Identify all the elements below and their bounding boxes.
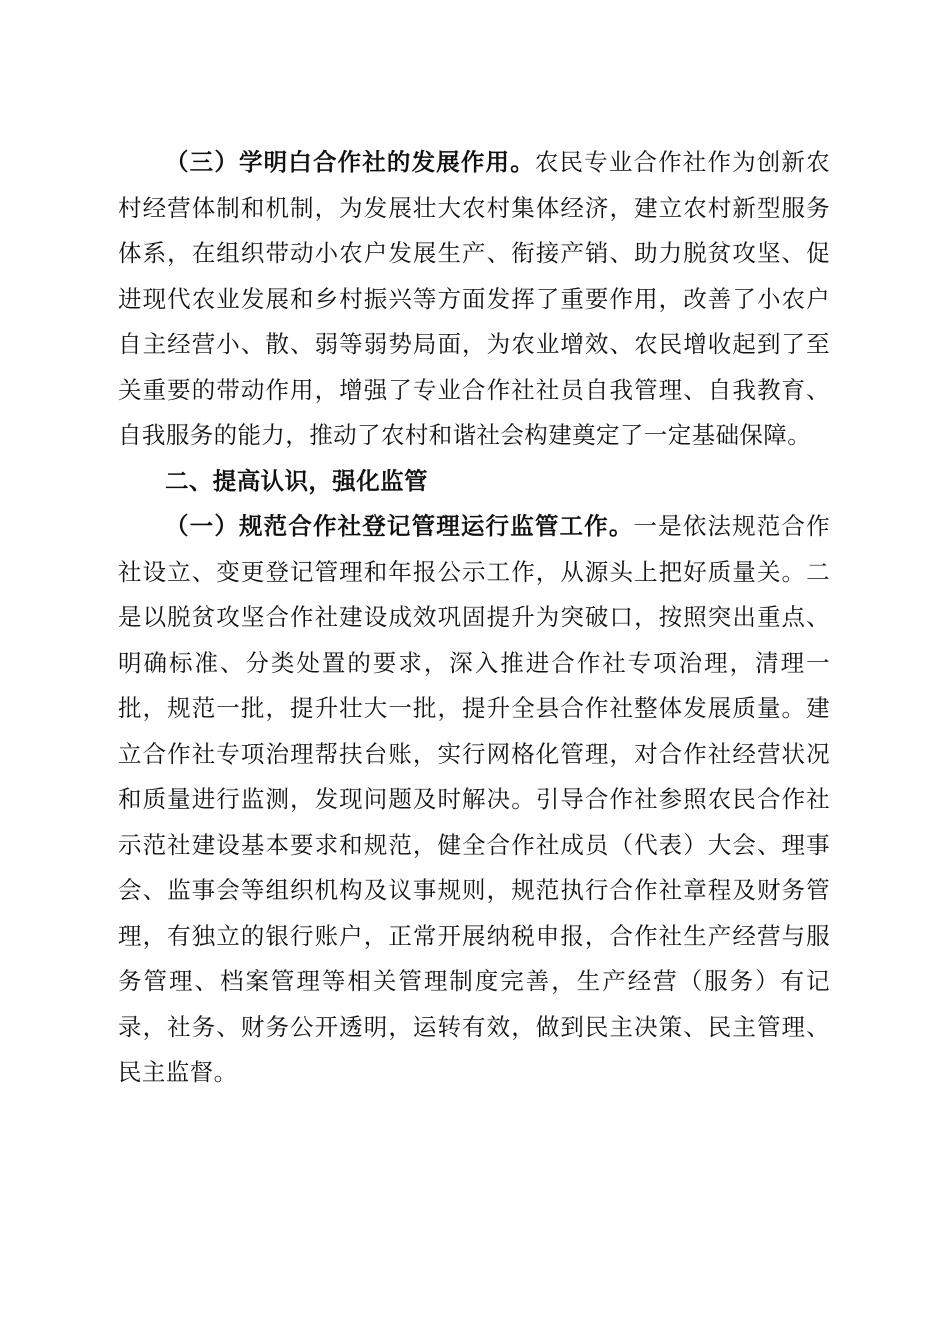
paragraph-lead-section-3: （三）学明白合作社的发展作用。 bbox=[165, 148, 535, 176]
paragraph-body-section-3: 农民专业合作社作为创新农村经营体制和机制，为发展壮大农村集体经济，建立农村新型服务体系，在组织带动小农户发展生产、衔接产销、助力脱贫攻坚、促进现代农业发展和乡村振兴等方面发挥了重要作用，改善了小农户自主经营小、散、弱等弱势局面，为农业增效、农民增收起到了至关重要的带动作用，增强了专业合作社社员自我管理、自我教育、自我服务的能力，推动了农村和谐社会构建奠定了一定基础保障。 bbox=[118, 148, 830, 449]
document-page bbox=[118, 140, 830, 1096]
paragraph-body-section-2-1: 一是依法规范合作社设立、变更登记管理和年报公示工作，从源头上把好质量关。二是以脱贫攻坚合作社建设成效巩固提升为突破口，按照突出重点、明确标准、分类处置的要求，深入推进合作社专项治理，清理一批，规范一批，提升壮大一批，提升全县合作社整体发展质量。建立合作社专项治理帮扶台账，实行网格化管理，对合作社经营状况和质量进行监测，发现问题及时解决。引导合作社参照农民合作社示范社建设基本要求和规范，健全合作社成员（代表）大会、理事会、监事会等组织机构及议事规则，规范执行合作社章程及财务管理，有独立的银行账户，正常开展纳税申报，合作社生产经营与服务管理、档案管理等相关管理制度完善，生产经营（服务）有记录，社务、财务公开透明，运转有效，做到民主决策、民主管理、民主监督。 bbox=[118, 512, 831, 1086]
paragraph-section-2-1 bbox=[118, 504, 830, 1096]
paragraph-lead-section-2-1: （一）规范合作社登记管理运行监管工作。 bbox=[165, 512, 634, 540]
section-heading: 二、提高认识，强化监管 bbox=[165, 466, 428, 495]
paragraph-section-3 bbox=[118, 140, 830, 459]
